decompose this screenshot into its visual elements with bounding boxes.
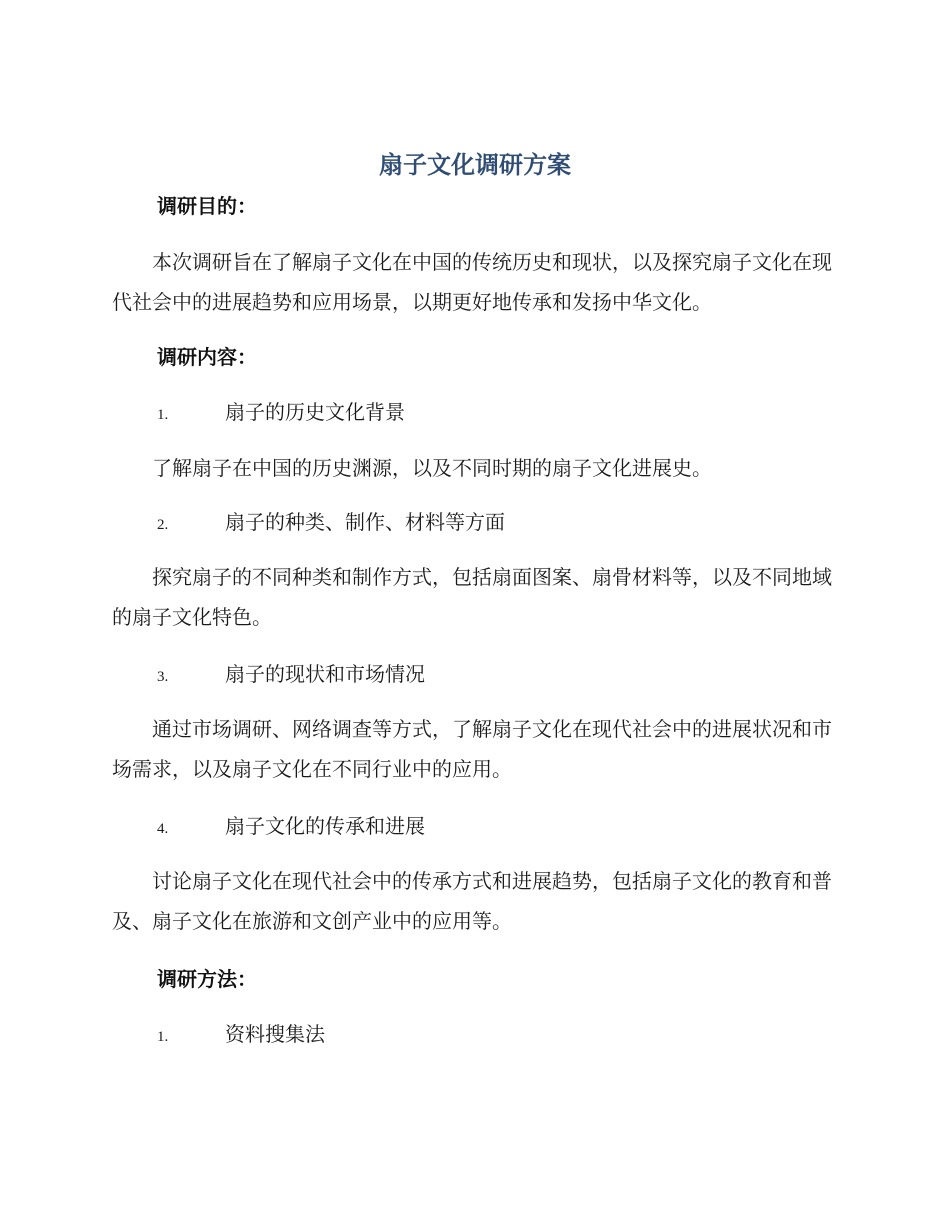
method-item-1-title (157, 1020, 837, 1051)
list-item-title: 扇子的种类、制作、材料等方面 (225, 510, 505, 534)
list-item-title: 扇子文化的传承和进展 (225, 814, 425, 838)
purpose-heading: 调研目的： (157, 194, 257, 218)
document-title: 扇子文化调研方案 (379, 151, 571, 179)
list-item-title: 扇子的历史文化背景 (225, 400, 405, 424)
content-item-2-desc: 探究扇子的不同种类和制作方式，包括扇面图案、扇骨材料等，以及不同地域的扇子文化特色。 (112, 565, 832, 629)
list-number: 1. (157, 407, 169, 423)
purpose-paragraph: 本次调研旨在了解扇子文化在中国的传统历史和现状，以及探究扇子文化在现代社会中的进展趋势和应用场景，以期更好地传承和发扬中华文化。 (112, 250, 832, 314)
list-number: 3. (157, 669, 169, 685)
method-heading: 调研方法： (157, 967, 257, 991)
content-item-4-title (157, 812, 837, 843)
content-item-3-desc: 通过市场调研、网络调查等方式，了解扇子文化在现代社会中的进展状况和市场需求，以及扇子文化在不同行业中的应用。 (112, 717, 832, 781)
list-number: 4. (157, 821, 169, 837)
content-item-2-title (157, 508, 837, 539)
content-item-1-title (157, 398, 837, 429)
list-number: 2. (157, 517, 169, 533)
content-heading: 调研内容： (157, 345, 257, 369)
list-item-title: 扇子的现状和市场情况 (225, 662, 425, 686)
list-item-title: 资料搜集法 (225, 1022, 325, 1046)
content-item-1-desc: 了解扇子在中国的历史渊源，以及不同时期的扇子文化进展史。 (152, 456, 712, 480)
content-item-4-desc: 讨论扇子文化在现代社会中的传承方式和进展趋势，包括扇子文化的教育和普及、扇子文化在旅游和文创产业中的应用等。 (112, 869, 832, 933)
list-number: 1. (157, 1029, 169, 1045)
content-item-3-title (157, 660, 837, 691)
